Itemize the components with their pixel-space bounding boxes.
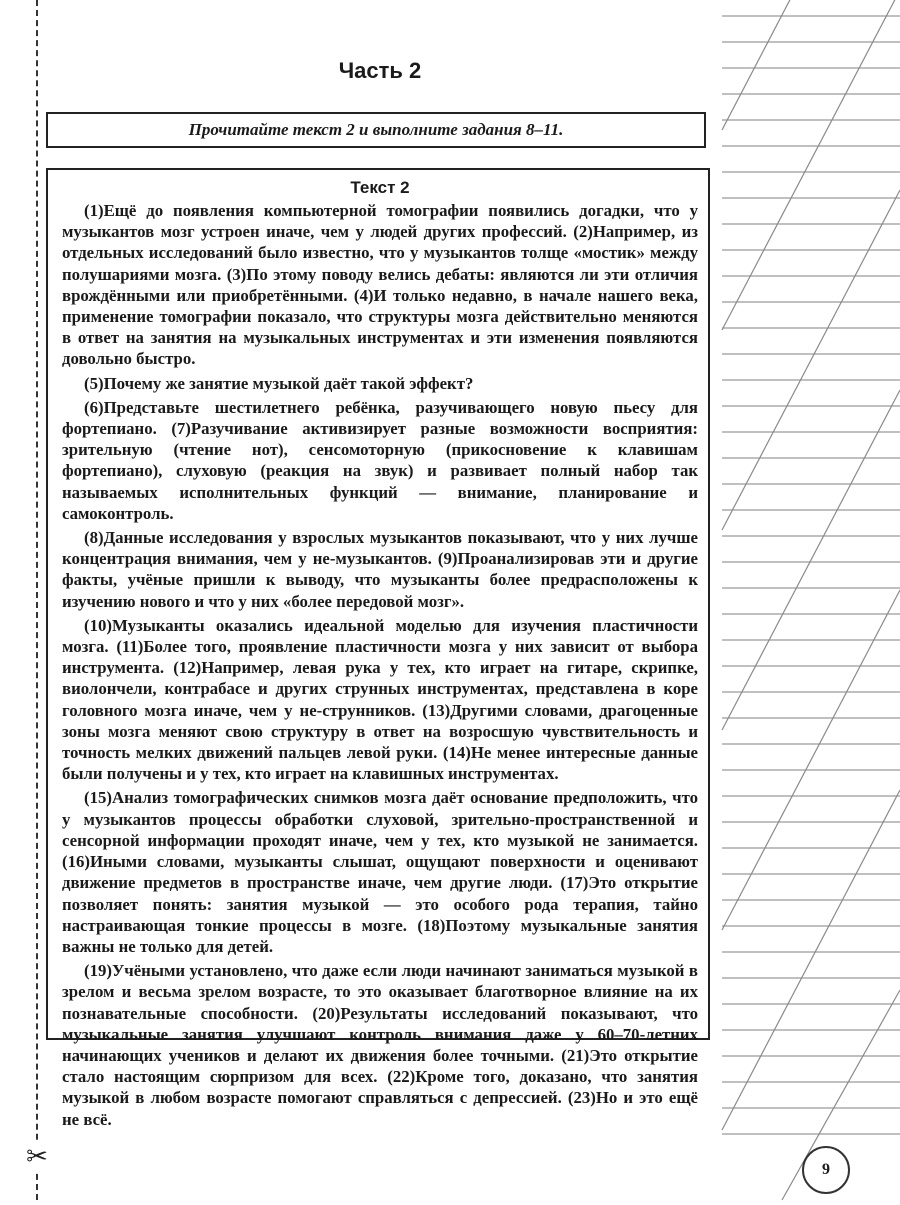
paragraph-5: (10)Музыканты оказались идеальной моделью для изучения пластичности мозга. (11)Более того, проявление пластичности мозга у них зависит от выбора инструмента. (12)Например, левая рука у тех, кто играет на гитаре, скрипке, виолончели, контрабасе и других струнных инструментах, представлена в коре головного мозга иначе, чем у не-струнников. (13)Другими словами, драгоценные зоны мозга меняют свою структуру в ответ на возросшую чувствительность и точность мелких движений пальцев левой руки. (14)Не менее интересные данные были получены и у тех, кто играет на клавишных инструментах.	[62, 615, 698, 784]
paragraph-3: (6)Представьте шестилетнего ребёнка, разучивающего новую пьесу для фортепиано. (7)Разучивание активизирует разные возможности восприятия: зрительную (чтение нот), сенсомоторную (прикосновение к клавишам фортепиано), слуховую (реакция на звук) и развивает полный набор так называемых исполнительных функций — внимание, планирование и самоконтроль.	[62, 397, 698, 523]
reading-text-box	[46, 168, 710, 1129]
guideline-grid	[722, 0, 900, 1200]
paragraph-4: (8)Данные исследования у взрослых музыкантов показывают, что у них лучше концентрация внимания, чем у не-музыкантов. (9)Проанализировав эти и другие факты, учёные пришли к выводу, что музыканты более предрасположены к изучению нового и что у них «более передовой мозг».	[62, 528, 698, 611]
page-number: 9	[802, 1146, 850, 1194]
paragraph-7: (19)Учёными установлено, что даже если люди начинают заниматься музыкой в зрелом и весьма зрелом возрасте, то это оказывает благотворное влияние на их познавательные способности. (20)Результаты исследований показывают, что музыкальные занятия улучшают контроль внимания даже у 60–70-летних начинающих учеников и делают их движения более точными. (21)Это открытие стало настоящим сюрпризом для всех. (22)Кроме того, доказано, что занятия музыкой в любом возрасте помогают справляться с депрессией. (23)Но и это ещё не всё.	[62, 961, 698, 1129]
instruction-text: Прочитайте текст 2 и выполните задания 8–11.	[188, 120, 564, 139]
scissors-icon: ✂	[22, 1142, 52, 1172]
paragraph-2: (5)Почему же занятие музыкой даёт такой эффект?	[84, 373, 474, 393]
paragraph-6: (15)Анализ томографических снимков мозга даёт основание предположить, что у музыкантов процессы обработки слуховой, зрительно-пространственной и сенсорной информации проходят иначе, чем у тех, кто музыкой не занимается. (16)Иными словами, музыканты слышат, ощущают поверхности и оценивают движение предметов в пространстве иначе, чем другие люди. (17)Это открытие позволяет понять: занятия музыкой — это особого рода терапия, тайно настраивающая тонкие процессы в мозге. (18)Поэтому музыкальные занятия важны не только для детей.	[62, 788, 698, 956]
cut-line	[36, 0, 38, 1200]
part-title: Часть 2	[338, 58, 422, 83]
text-title: Текст 2	[350, 178, 410, 197]
paragraph-1: (1)Ещё до появления компьютерной томографии появились догадки, что у музыкантов мозг устроен иначе, чем у людей других профессий. (2)Например, из отдельных исследований было известно, что у музыкантов толще «мостик» между полушариями мозга. (3)По этому поводу велись дебаты: являются ли эти отличия врождёнными или приобретёнными. (4)И только недавно, в начале нашего века, применение томографии показало, что структуры мозга действительно меняются в ответ на занятия на музыкальных инструментах и эти изменения появляются довольно быстро.	[62, 201, 698, 369]
instruction-box	[46, 112, 706, 148]
handwriting-guidelines	[722, 0, 900, 1200]
